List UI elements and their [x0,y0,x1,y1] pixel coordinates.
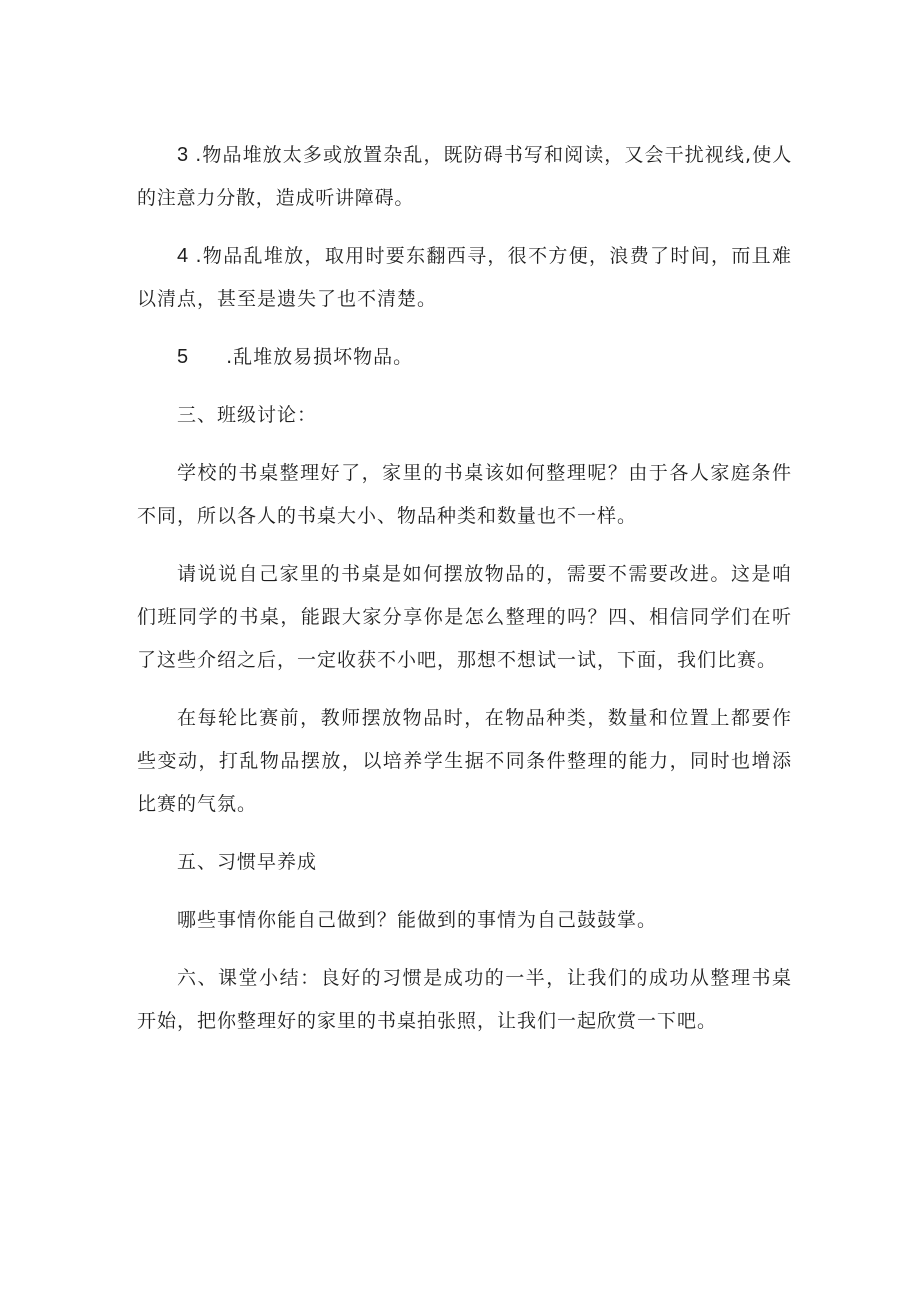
section-heading-habits: 五、习惯早养成 [177,851,318,873]
paragraph-text: .物品堆放太多或放置杂乱，既防碍书写和阅读，又会干扰视线,使人的注意力分散，造成听讲障碍。 [137,144,792,209]
paragraph-summary: 六、课堂小结：良好的习惯是成功的一半，让我们的成功从整理书桌开始，把你整理好的家里的书桌拍张照，让我们一起欣赏一下吧。 [137,967,792,1032]
document-body [137,134,792,1058]
paragraph-text: .物品乱堆放，取用时要东翻西寻，很不方便，浪费了时间，而且难以清点，甚至是遗失了也不清楚。 [137,245,792,310]
item-number: 3 [177,144,189,166]
paragraph-competition: 在每轮比赛前，教师摆放物品时，在物品种类，数量和位置上都要作些变动，打乱物品摆放，以培养学生据不同条件整理的能力，同时也增添比赛的气氛。 [137,707,792,815]
paragraph-home-desk: 学校的书桌整理好了，家里的书桌该如何整理呢？由于各人家庭条件不同，所以各人的书桌大小、物品种类和数量也不一样。 [137,462,792,527]
paragraph-item-4 [137,235,792,321]
paragraph-share-desk: 请说说自己家里的书桌是如何摆放物品的，需要不需要改进。这是咱们班同学的书桌，能跟大家分享你是怎么整理的吗？四、相信同学们在听了这些介绍之后，一定收获不小吧，那想不想试一试，下面，我们比赛。 [137,563,792,671]
item-number: 5 [177,346,189,368]
item-number: 4 [177,245,189,267]
paragraph-item-5 [137,336,792,379]
paragraph-text: .乱堆放易损坏物品。 [226,346,414,368]
paragraph-self-do: 哪些事情你能自己做到？能做到的事情为自己鼓鼓掌。 [177,909,658,931]
paragraph-item-3 [137,134,792,220]
section-heading-class-discussion: 三、班级讨论： [177,404,318,426]
